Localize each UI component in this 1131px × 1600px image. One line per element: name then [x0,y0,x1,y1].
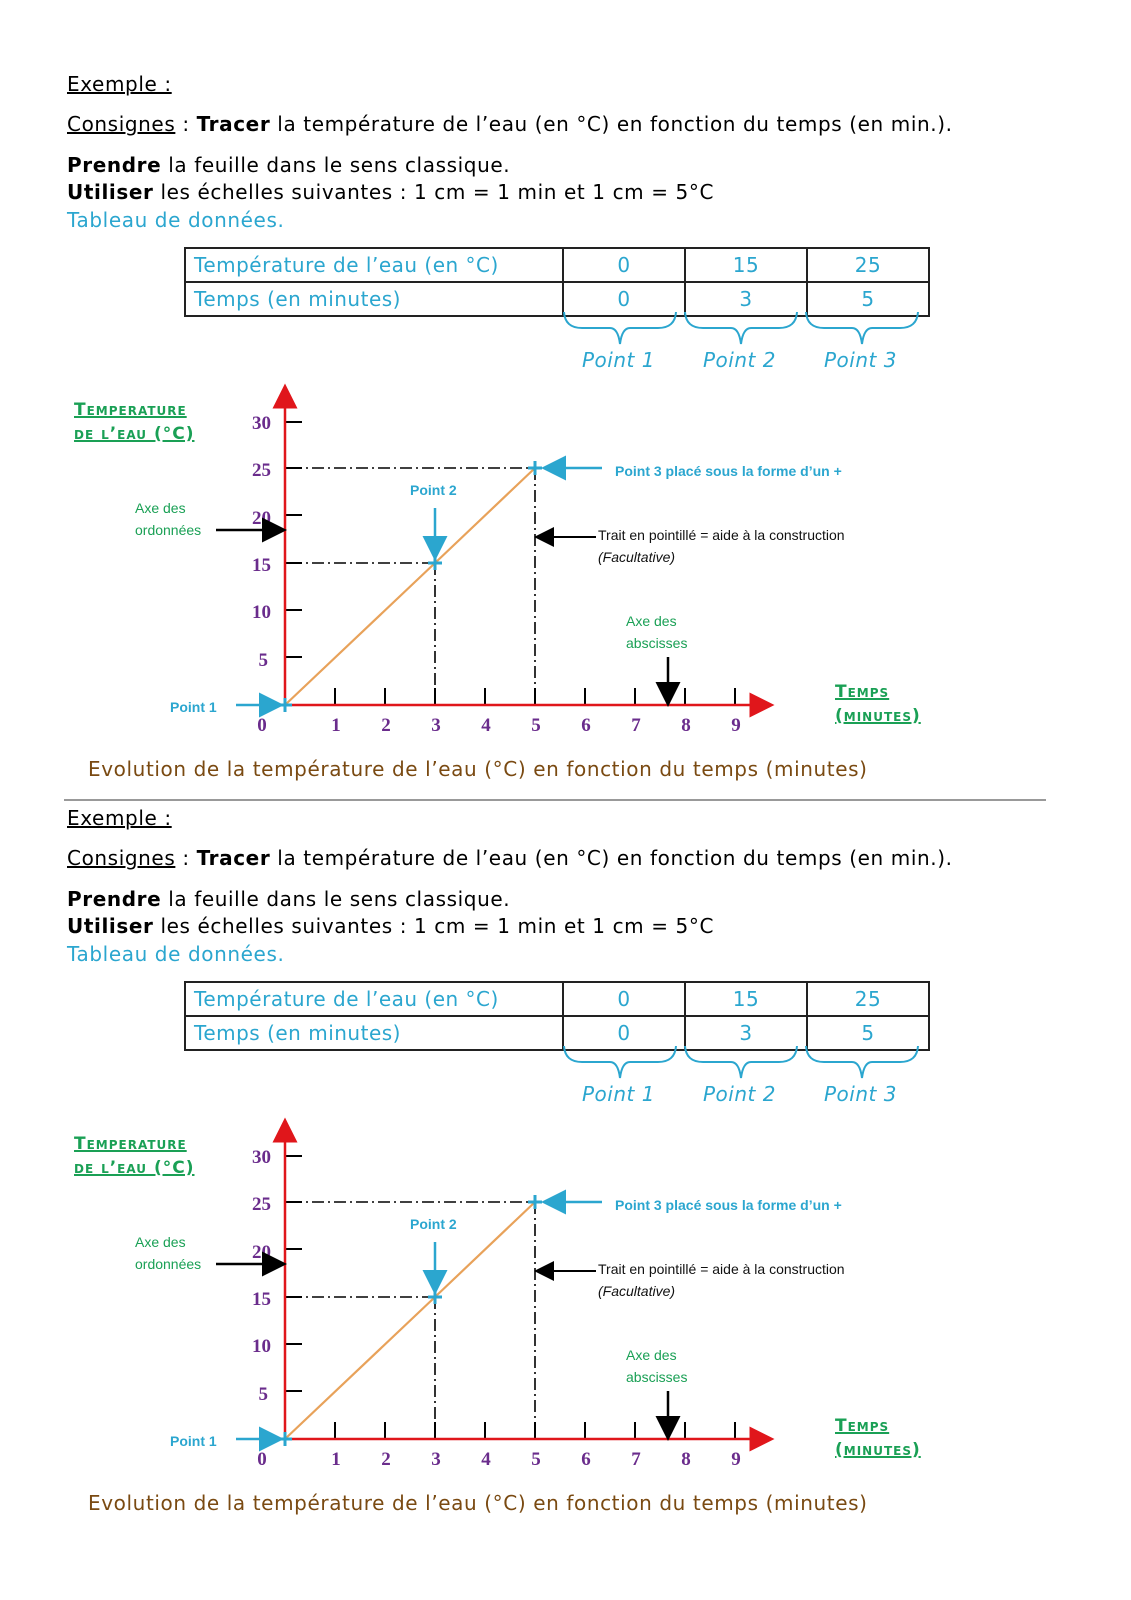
y-tick-labels [252,413,271,671]
data-table [184,981,930,1051]
sheet-verb: Prendre [67,153,162,177]
section-divider [64,799,1046,801]
point-label: Point 2 [703,1082,776,1106]
scales-verb: Utiliser [67,914,154,938]
table-title: Tableau de données. [67,942,285,966]
line-chart [0,380,1131,750]
x-axis-title-line: (minutes) [835,1440,921,1460]
sheet-verb: Prendre [67,887,162,911]
row-label: Temps (en minutes) [185,1016,563,1050]
x-axis-annotation: Axe des [626,1347,677,1363]
consignes-label: Consignes [67,846,176,870]
scales-text: les échelles suivantes : 1 cm = 1 min et 1 cm = 5°C [153,914,715,938]
x-axis-title-line: Temps [835,1416,890,1436]
data-table [184,247,930,317]
svg-text:4: 4 [481,1449,491,1470]
dashed-line-annotation: Trait en pointillé = aide à la construction [598,527,845,543]
y-axis-title-line: de l’eau (°C) [74,424,195,444]
point3-annotation: Point 3 placé sous la forme d’un + [615,1197,842,1213]
cell: 0 [563,282,685,316]
cell: 0 [563,1016,685,1050]
chart-caption: Evolution de la température de l’eau (°C) en fonction du temps (minutes) [88,757,868,781]
svg-text:3: 3 [431,715,441,736]
instruction-verb: Tracer [196,112,271,136]
sheet-text: la feuille dans le sens classique. [161,887,511,911]
data-line [285,1202,535,1439]
cell: 25 [807,248,929,282]
svg-text:8: 8 [681,1449,691,1470]
svg-text:9: 9 [731,1449,741,1470]
y-axis-title-line: Temperature [74,400,187,420]
y-axis-annotation: ordonnées [135,522,202,538]
y-tick-labels [252,1147,271,1405]
y-axis-title-line: Temperature [74,1134,187,1154]
x-ticks [335,1422,735,1438]
y-axis-annotation: ordonnées [135,1256,202,1272]
svg-text:5: 5 [531,715,541,736]
svg-text:2: 2 [381,1449,391,1470]
svg-text:25: 25 [252,1194,271,1215]
instruction-text: la température de l’eau (en °C) en fonction du temps (en min.). [270,846,953,870]
instructions-line [67,112,953,136]
x-axis-annotation: Axe des [626,613,677,629]
cell: 0 [563,248,685,282]
svg-text:15: 15 [252,555,271,576]
scales-line [67,180,714,204]
instruction-text: la température de l’eau (en °C) en fonction du temps (en min.). [270,112,953,136]
y-axis-annotation: Axe des [135,500,186,516]
dashed-line-annotation: Trait en pointillé = aide à la construction [598,1261,845,1277]
sheet-line [67,153,510,177]
x-tick-labels [257,715,741,736]
optional-annotation: (Facultative) [598,1283,676,1299]
instructions-line [67,846,953,870]
svg-text:2: 2 [381,715,391,736]
brace-icon [683,1044,799,1084]
point-label: Point 3 [824,348,897,372]
table-row [185,982,929,1016]
svg-text:7: 7 [631,715,641,736]
y-ticks [286,422,302,657]
point1-annotation: Point 1 [170,699,217,715]
cell: 15 [685,982,807,1016]
point-label: Point 2 [703,348,776,372]
row-label: Température de l’eau (en °C) [185,982,563,1016]
point-label: Point 1 [582,1082,655,1106]
brace-icon [804,310,920,350]
table-title: Tableau de données. [67,208,285,232]
cell: 5 [807,282,929,316]
example-heading: Exemple : [67,806,172,830]
svg-text:20: 20 [252,1242,271,1263]
x-axis-title-line: Temps [835,682,890,702]
svg-text:6: 6 [581,715,591,736]
example-heading: Exemple : [67,72,172,96]
example-section [0,0,1131,781]
x-ticks [335,688,735,704]
x-axis-annotation: abscisses [626,635,688,651]
svg-text:5: 5 [258,650,268,671]
point1-annotation: Point 1 [170,1433,217,1449]
point-label: Point 1 [582,348,655,372]
x-axis-title-line: (minutes) [835,706,921,726]
scales-line [67,914,714,938]
svg-text:0: 0 [257,715,267,736]
svg-text:20: 20 [252,508,271,529]
table-row [185,248,929,282]
separator: : [175,112,197,136]
brace-icon [804,1044,920,1084]
svg-text:1: 1 [331,715,341,736]
optional-annotation: (Facultative) [598,549,676,565]
svg-text:30: 30 [252,1147,271,1168]
svg-text:4: 4 [481,715,491,736]
svg-text:25: 25 [252,460,271,481]
cell: 0 [563,982,685,1016]
cell: 25 [807,982,929,1016]
line-chart [0,1114,1131,1484]
svg-text:15: 15 [252,1289,271,1310]
svg-text:5: 5 [258,1384,268,1405]
separator: : [175,846,197,870]
point2-annotation: Point 2 [410,1216,457,1232]
y-axis-title-line: de l’eau (°C) [74,1158,195,1178]
x-axis-annotation: abscisses [626,1369,688,1385]
brace-icon [562,1044,678,1084]
scales-verb: Utiliser [67,180,154,204]
cell: 3 [685,282,807,316]
svg-text:5: 5 [531,1449,541,1470]
cell: 5 [807,1016,929,1050]
brace-icon [562,310,678,350]
row-label: Température de l’eau (en °C) [185,248,563,282]
svg-text:8: 8 [681,715,691,736]
consignes-label: Consignes [67,112,176,136]
svg-text:1: 1 [331,1449,341,1470]
svg-text:10: 10 [252,1336,271,1357]
svg-text:7: 7 [631,1449,641,1470]
brace-icon [683,310,799,350]
svg-text:3: 3 [431,1449,441,1470]
chart-caption: Evolution de la température de l’eau (°C) en fonction du temps (minutes) [88,1491,868,1515]
sheet-text: la feuille dans le sens classique. [161,153,511,177]
point-label: Point 3 [824,1082,897,1106]
instruction-verb: Tracer [196,846,271,870]
svg-text:30: 30 [252,413,271,434]
point2-annotation: Point 2 [410,482,457,498]
x-tick-labels [257,1449,741,1470]
y-ticks [286,1156,302,1391]
row-label: Temps (en minutes) [185,282,563,316]
cell: 3 [685,1016,807,1050]
sheet-line [67,887,510,911]
data-line [285,468,535,705]
svg-text:9: 9 [731,715,741,736]
cell: 15 [685,248,807,282]
point3-annotation: Point 3 placé sous la forme d’un + [615,463,842,479]
example-section [0,734,1131,1515]
y-axis-annotation: Axe des [135,1234,186,1250]
svg-text:0: 0 [257,1449,267,1470]
scales-text: les échelles suivantes : 1 cm = 1 min et 1 cm = 5°C [153,180,715,204]
svg-text:6: 6 [581,1449,591,1470]
svg-text:10: 10 [252,602,271,623]
